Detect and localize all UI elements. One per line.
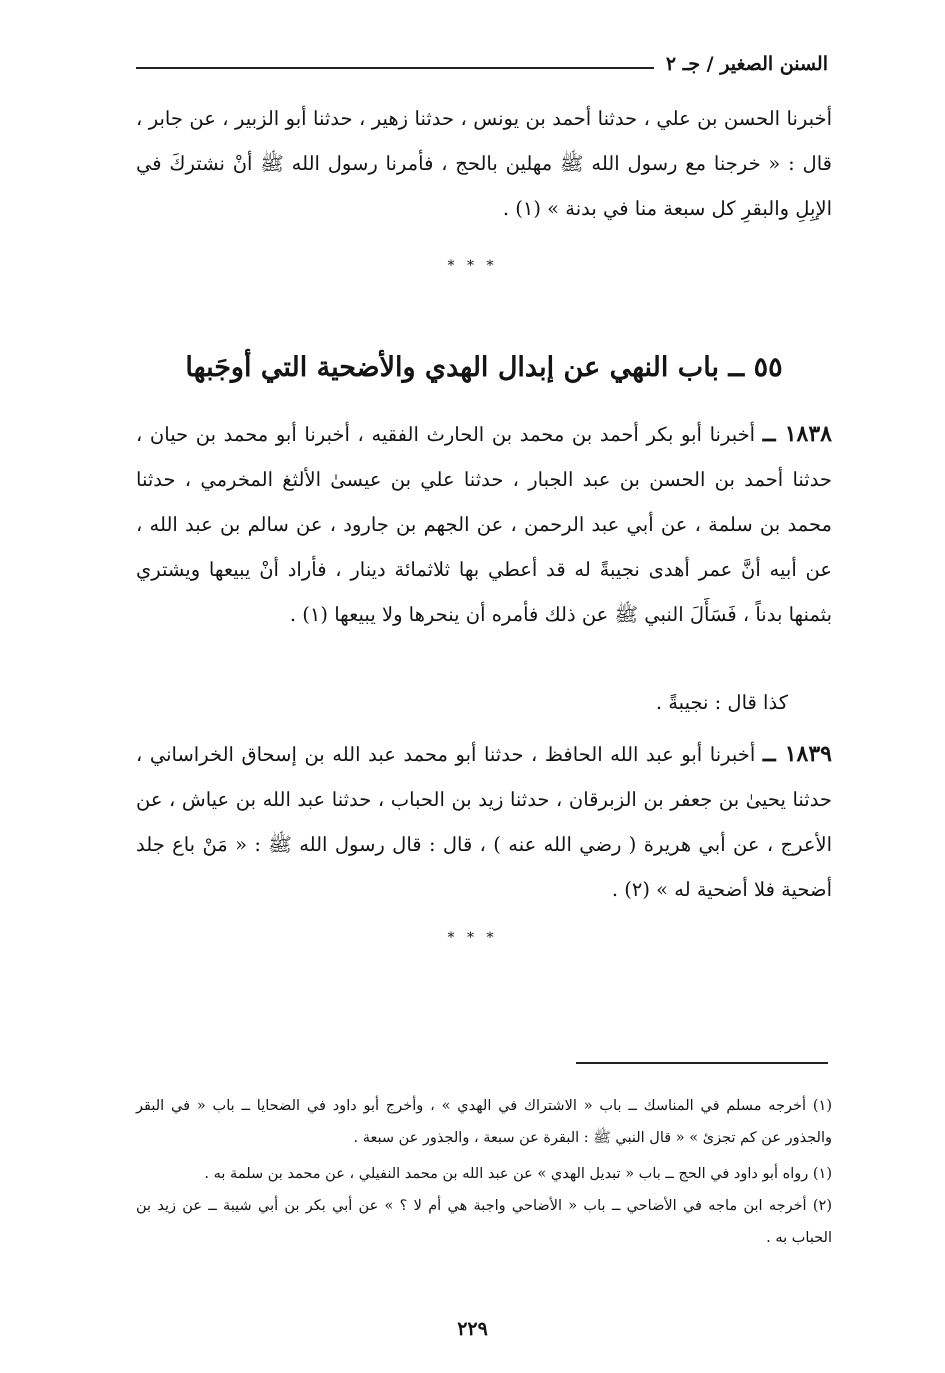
section-separator: * * * [447,258,498,274]
hadith-text: أخبرنا أبو بكر أحمد بن محمد بن الحارث الفقيه ، أخبرنا أبو محمد بن حيان ، حدثنا أحمد بن الحسن بن عبد الجبار ، حدثنا علي بن عيسىٰ الألثغ المخرمي ، حدثنا محمد بن سلمة ، عن أبي عبد الرحمن ، عن الجهم بن جارود ، عن سالم بن عبد الله ، عن أبيه أنَّ عمر أهدى نجيبةً له قد أعطي بها ثلاثمائة دينار ، فأراد أنْ يبيعها ويشتري بثمنها بدناً ، فَسَأَلَ النبي ﷺ عن ذلك فأمره أن ينحرها ولا يبيعها (١) . [136,423,832,626]
section-separator: * * * [447,930,498,946]
footnote-2: (١) رواه أبو داود في الحج ــ باب « تبديل الهدي » عن عبد الله بن محمد النفيلي ، عن محمد بن سلمة به . [204,1166,832,1182]
running-header [136,52,828,76]
footnote-rule [576,1062,828,1064]
hadith-text: أخبرنا أبو عبد الله الحافظ ، حدثنا أبو محمد عبد الله بن إسحاق الخراساني ، حدثنا يحيىٰ بن جعفر بن الزبرقان ، حدثنا زيد بن الحباب ، حدثنا عبد الله بن عياش ، عن الأعرج ، عن أبي هريرة ( رضي الله عنه ) ، قال : قال رسول الله ﷺ : « مَنْ باع جلد أضحية فلا أضحية له » (٢) . [136,743,832,901]
hadith-number: ١٨٣٩ ــ [762,741,832,767]
top-paragraph: أخبرنا الحسن بن علي ، حدثنا أحمد بن يونس ، حدثنا زهير ، حدثنا أبو الزبير ، عن جابر ، قال : « خرجنا مع رسول الله ﷺ مهلين بالحج ، فأمرنا رسول الله ﷺ أنْ نشتركَ في الإبِلِ والبقرِ كل سبعة منا في بدنة » (١) . [136,107,832,220]
footnote-3: (٢) أخرجه ابن ماجه في الأضاحي ــ باب « الأضاحي واجبة هي أم لا ؟ » عن أبي بكر بن أبي شيبة ــ عن زيد بن الحباب به . [136,1198,832,1246]
page-number: ٢٢٩ [457,1318,488,1340]
hadith-1838-note: كذا قال : نجيبةً . [655,691,788,714]
hadith-number: ١٨٣٨ ــ [762,421,832,447]
hadith-1838 [136,412,832,637]
footnote-1: (١) أخرجه مسلم في المناسك ــ باب « الاشتراك في الهدي » ، وأخرج أبو داود في الضحايا ــ باب « في البقر والجذور عن كم تجزئ » « قال النبي ﷺ : البقرة عن سبعة ، والجذور عن سبعة . [136,1098,832,1146]
header-rule [136,67,654,69]
chapter-heading: ٥٥ ــ باب النهي عن إبدال الهدي والأضحية التي أوجَبها [185,352,783,383]
hadith-1839 [136,732,832,912]
header-title: السنن الصغير / جـ ٢ [665,53,828,75]
